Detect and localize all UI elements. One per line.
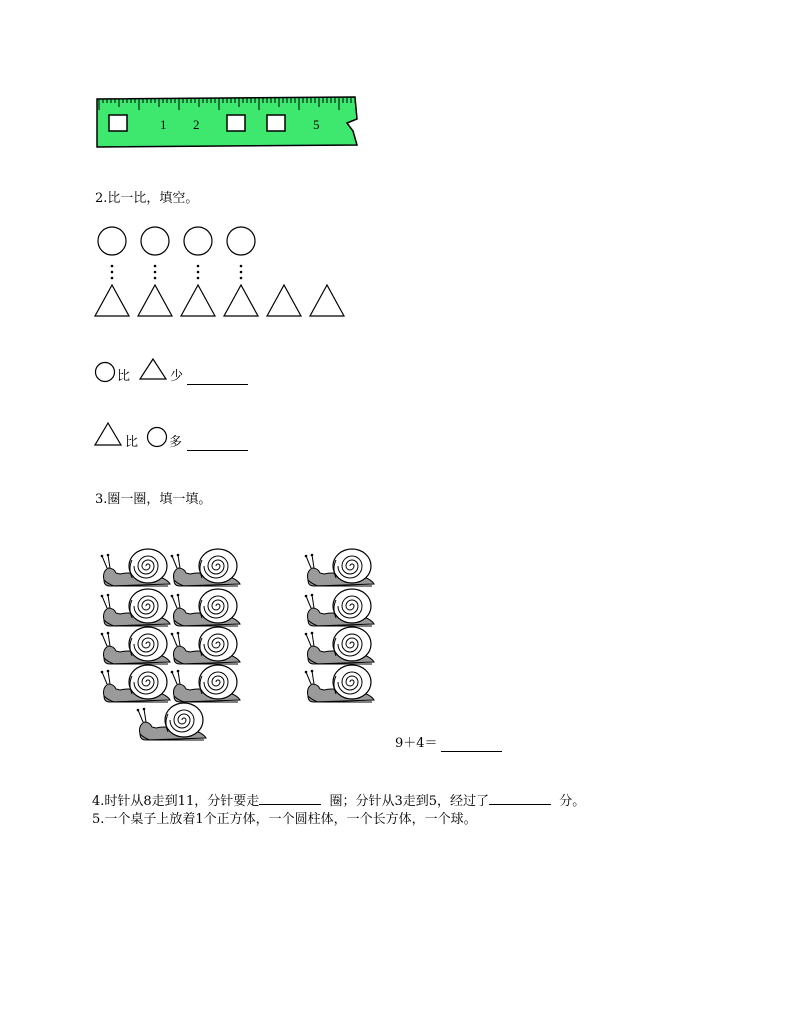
compare-word: 多 bbox=[169, 435, 183, 450]
snail-image bbox=[305, 549, 374, 586]
q4-line bbox=[92, 791, 585, 810]
snail-image bbox=[305, 627, 374, 664]
snail-image bbox=[171, 627, 240, 664]
dot bbox=[197, 265, 200, 268]
dot bbox=[240, 265, 243, 268]
ruler-box bbox=[227, 115, 245, 131]
ruler-label: 1 bbox=[160, 117, 167, 132]
snail-group-left bbox=[98, 546, 248, 746]
dot bbox=[111, 265, 114, 268]
dot bbox=[111, 277, 114, 280]
triangle-shape bbox=[310, 285, 344, 316]
ruler-label: 5 bbox=[313, 117, 320, 132]
ruler-figure bbox=[95, 93, 363, 151]
snail-image bbox=[101, 627, 170, 664]
snail-image bbox=[171, 589, 240, 626]
compare-line-2 bbox=[94, 420, 264, 454]
dot bbox=[111, 271, 114, 274]
snail-image bbox=[101, 549, 170, 586]
snail-image bbox=[305, 665, 374, 702]
circle-icon bbox=[94, 361, 116, 383]
snail-image bbox=[171, 549, 240, 586]
answer-blank[interactable] bbox=[187, 437, 248, 451]
q2-title: 2.比一比，填空。 bbox=[95, 191, 199, 206]
triangle-shape bbox=[95, 285, 129, 316]
circle-shape bbox=[184, 227, 212, 255]
circle-icon bbox=[146, 426, 168, 448]
compare-word: 比 bbox=[117, 369, 131, 384]
compare-figure bbox=[92, 224, 352, 320]
snail-image bbox=[305, 589, 374, 626]
triangle-shape bbox=[224, 285, 258, 316]
q3-title: 3.圈一圈，填一填。 bbox=[95, 492, 212, 507]
dot bbox=[154, 271, 157, 274]
dot bbox=[154, 265, 157, 268]
dot bbox=[154, 277, 157, 280]
triangle-icon bbox=[138, 357, 168, 381]
ruler-label: 2 bbox=[193, 117, 200, 132]
answer-blank[interactable] bbox=[259, 791, 321, 805]
dot bbox=[197, 271, 200, 274]
triangle-shape bbox=[181, 285, 215, 316]
compare-word: 少 bbox=[170, 369, 184, 384]
answer-blank[interactable] bbox=[187, 371, 248, 385]
dot bbox=[240, 271, 243, 274]
q5-line: 5.一个桌子上放着1个正方体，一个圆柱体，一个长方体，一个球。 bbox=[92, 812, 477, 827]
snail-image bbox=[101, 589, 170, 626]
compare-word: 比 bbox=[125, 435, 139, 450]
ruler-box bbox=[109, 115, 127, 131]
q4-text: 4.时针从8走到11，分针要走 bbox=[92, 794, 260, 809]
circle-shape bbox=[141, 227, 169, 255]
circle-shape bbox=[98, 227, 126, 255]
answer-blank[interactable] bbox=[441, 738, 502, 752]
q4-text: 圈；分针从3走到5，经过了 bbox=[329, 794, 490, 809]
snail-image bbox=[101, 665, 170, 702]
dot bbox=[240, 277, 243, 280]
ruler-box bbox=[267, 115, 285, 131]
answer-blank[interactable] bbox=[489, 791, 551, 805]
snail-image bbox=[137, 703, 206, 740]
dot bbox=[197, 277, 200, 280]
compare-line-1 bbox=[94, 357, 264, 387]
equation-line bbox=[395, 736, 515, 754]
equation-text: 9＋4＝ bbox=[395, 736, 438, 751]
q4-text: 分。 bbox=[559, 794, 586, 809]
snail-group-right bbox=[302, 546, 382, 706]
triangle-shape bbox=[138, 285, 172, 316]
snail-image bbox=[171, 665, 240, 702]
circle-shape bbox=[227, 227, 255, 255]
triangle-shape bbox=[267, 285, 301, 316]
triangle-icon bbox=[94, 421, 124, 447]
